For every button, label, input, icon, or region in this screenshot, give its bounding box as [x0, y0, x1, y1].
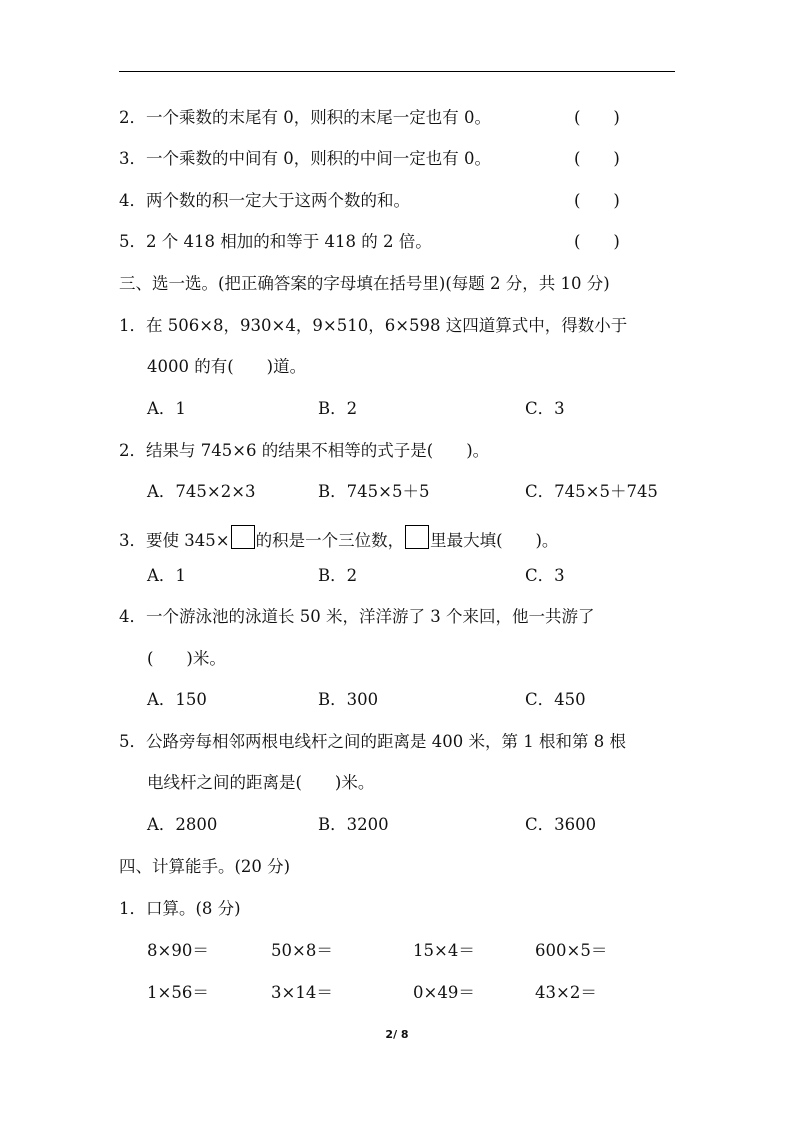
oral-calc-item[interactable]: 3×14＝: [271, 983, 333, 1002]
answer-paren[interactable]: ( ): [574, 191, 620, 210]
blank-box[interactable]: [405, 525, 429, 549]
header-rule: [119, 71, 675, 72]
q3-option-c[interactable]: C．3: [525, 566, 565, 585]
oral-calc-item[interactable]: 15×4＝: [413, 941, 475, 960]
oral-calc-item[interactable]: 50×8＝: [271, 941, 333, 960]
oral-calc-item[interactable]: 600×5＝: [535, 941, 608, 960]
oral-calc-item[interactable]: 0×49＝: [413, 983, 475, 1002]
tf-item-4: 4．两个数的积一定大于这两个数的和。: [119, 191, 410, 210]
q3-part3: 里最大填( )。: [430, 531, 559, 550]
q4-option-b[interactable]: B．300: [318, 690, 379, 709]
section-3-heading: 三、选一选。(把正确答案的字母填在括号里)(每题 2 分，共 10 分): [119, 274, 610, 293]
tf-item-5: 5．2 个 418 相加的和等于 418 的 2 倍。: [119, 232, 432, 251]
q4-option-c[interactable]: C．450: [525, 690, 586, 709]
q3-option-b[interactable]: B．2: [318, 566, 358, 585]
oral-calc-item[interactable]: 1×56＝: [147, 983, 209, 1002]
q4-line1: 4．一个游泳池的泳道长 50 米，洋洋游了 3 个来回，他一共游了: [119, 607, 595, 626]
q1-option-a[interactable]: A．1: [147, 399, 186, 418]
q2-line1: 2．结果与 745×6 的结果不相等的式子是( )。: [119, 441, 490, 460]
q1-line2: 4000 的有( )道。: [147, 357, 307, 376]
q2-option-c[interactable]: C．745×5＋745: [525, 482, 658, 501]
q3-part1: 3．要使 345×: [119, 531, 230, 550]
q1-option-c[interactable]: C．3: [525, 399, 565, 418]
tf-item-3: 3．一个乘数的中间有 0，则积的中间一定也有 0。: [119, 149, 491, 168]
q5-option-b[interactable]: B．3200: [318, 815, 389, 834]
answer-paren[interactable]: ( ): [574, 149, 620, 168]
q4-option-a[interactable]: A．150: [147, 690, 207, 709]
oral-calc-item[interactable]: 43×2＝: [535, 983, 597, 1002]
q2-option-a[interactable]: A．745×2×3: [147, 482, 256, 501]
q1-line1: 1．在 506×8，930×4，9×510，6×598 这四道算式中，得数小于: [119, 316, 628, 335]
q1-option-b[interactable]: B．2: [318, 399, 358, 418]
page-number: 2/ 8: [385, 1028, 409, 1041]
oral-calc-item[interactable]: 8×90＝: [147, 941, 209, 960]
section-4-heading: 四、计算能手。(20 分): [119, 857, 291, 876]
q5-option-c[interactable]: C．3600: [525, 815, 597, 834]
q5-option-a[interactable]: A．2800: [147, 815, 218, 834]
section-4-sub1: 1．口算。(8 分): [119, 899, 241, 918]
tf-item-2: 2．一个乘数的末尾有 0，则积的末尾一定也有 0。: [119, 108, 491, 127]
answer-paren[interactable]: ( ): [574, 232, 620, 251]
answer-paren[interactable]: ( ): [574, 108, 620, 127]
q2-option-b[interactable]: B．745×5＋5: [318, 482, 430, 501]
q3-line1: [119, 525, 558, 552]
q4-line2: ( )米。: [147, 649, 226, 668]
q5-line2: 电线杆之间的距离是( )米。: [147, 773, 375, 792]
q3-part2: 的积是一个三位数，: [255, 531, 405, 550]
blank-box[interactable]: [231, 525, 255, 549]
q5-line1: 5．公路旁每相邻两根电线杆之间的距离是 400 米，第 1 根和第 8 根: [119, 732, 626, 751]
q3-option-a[interactable]: A．1: [147, 566, 186, 585]
